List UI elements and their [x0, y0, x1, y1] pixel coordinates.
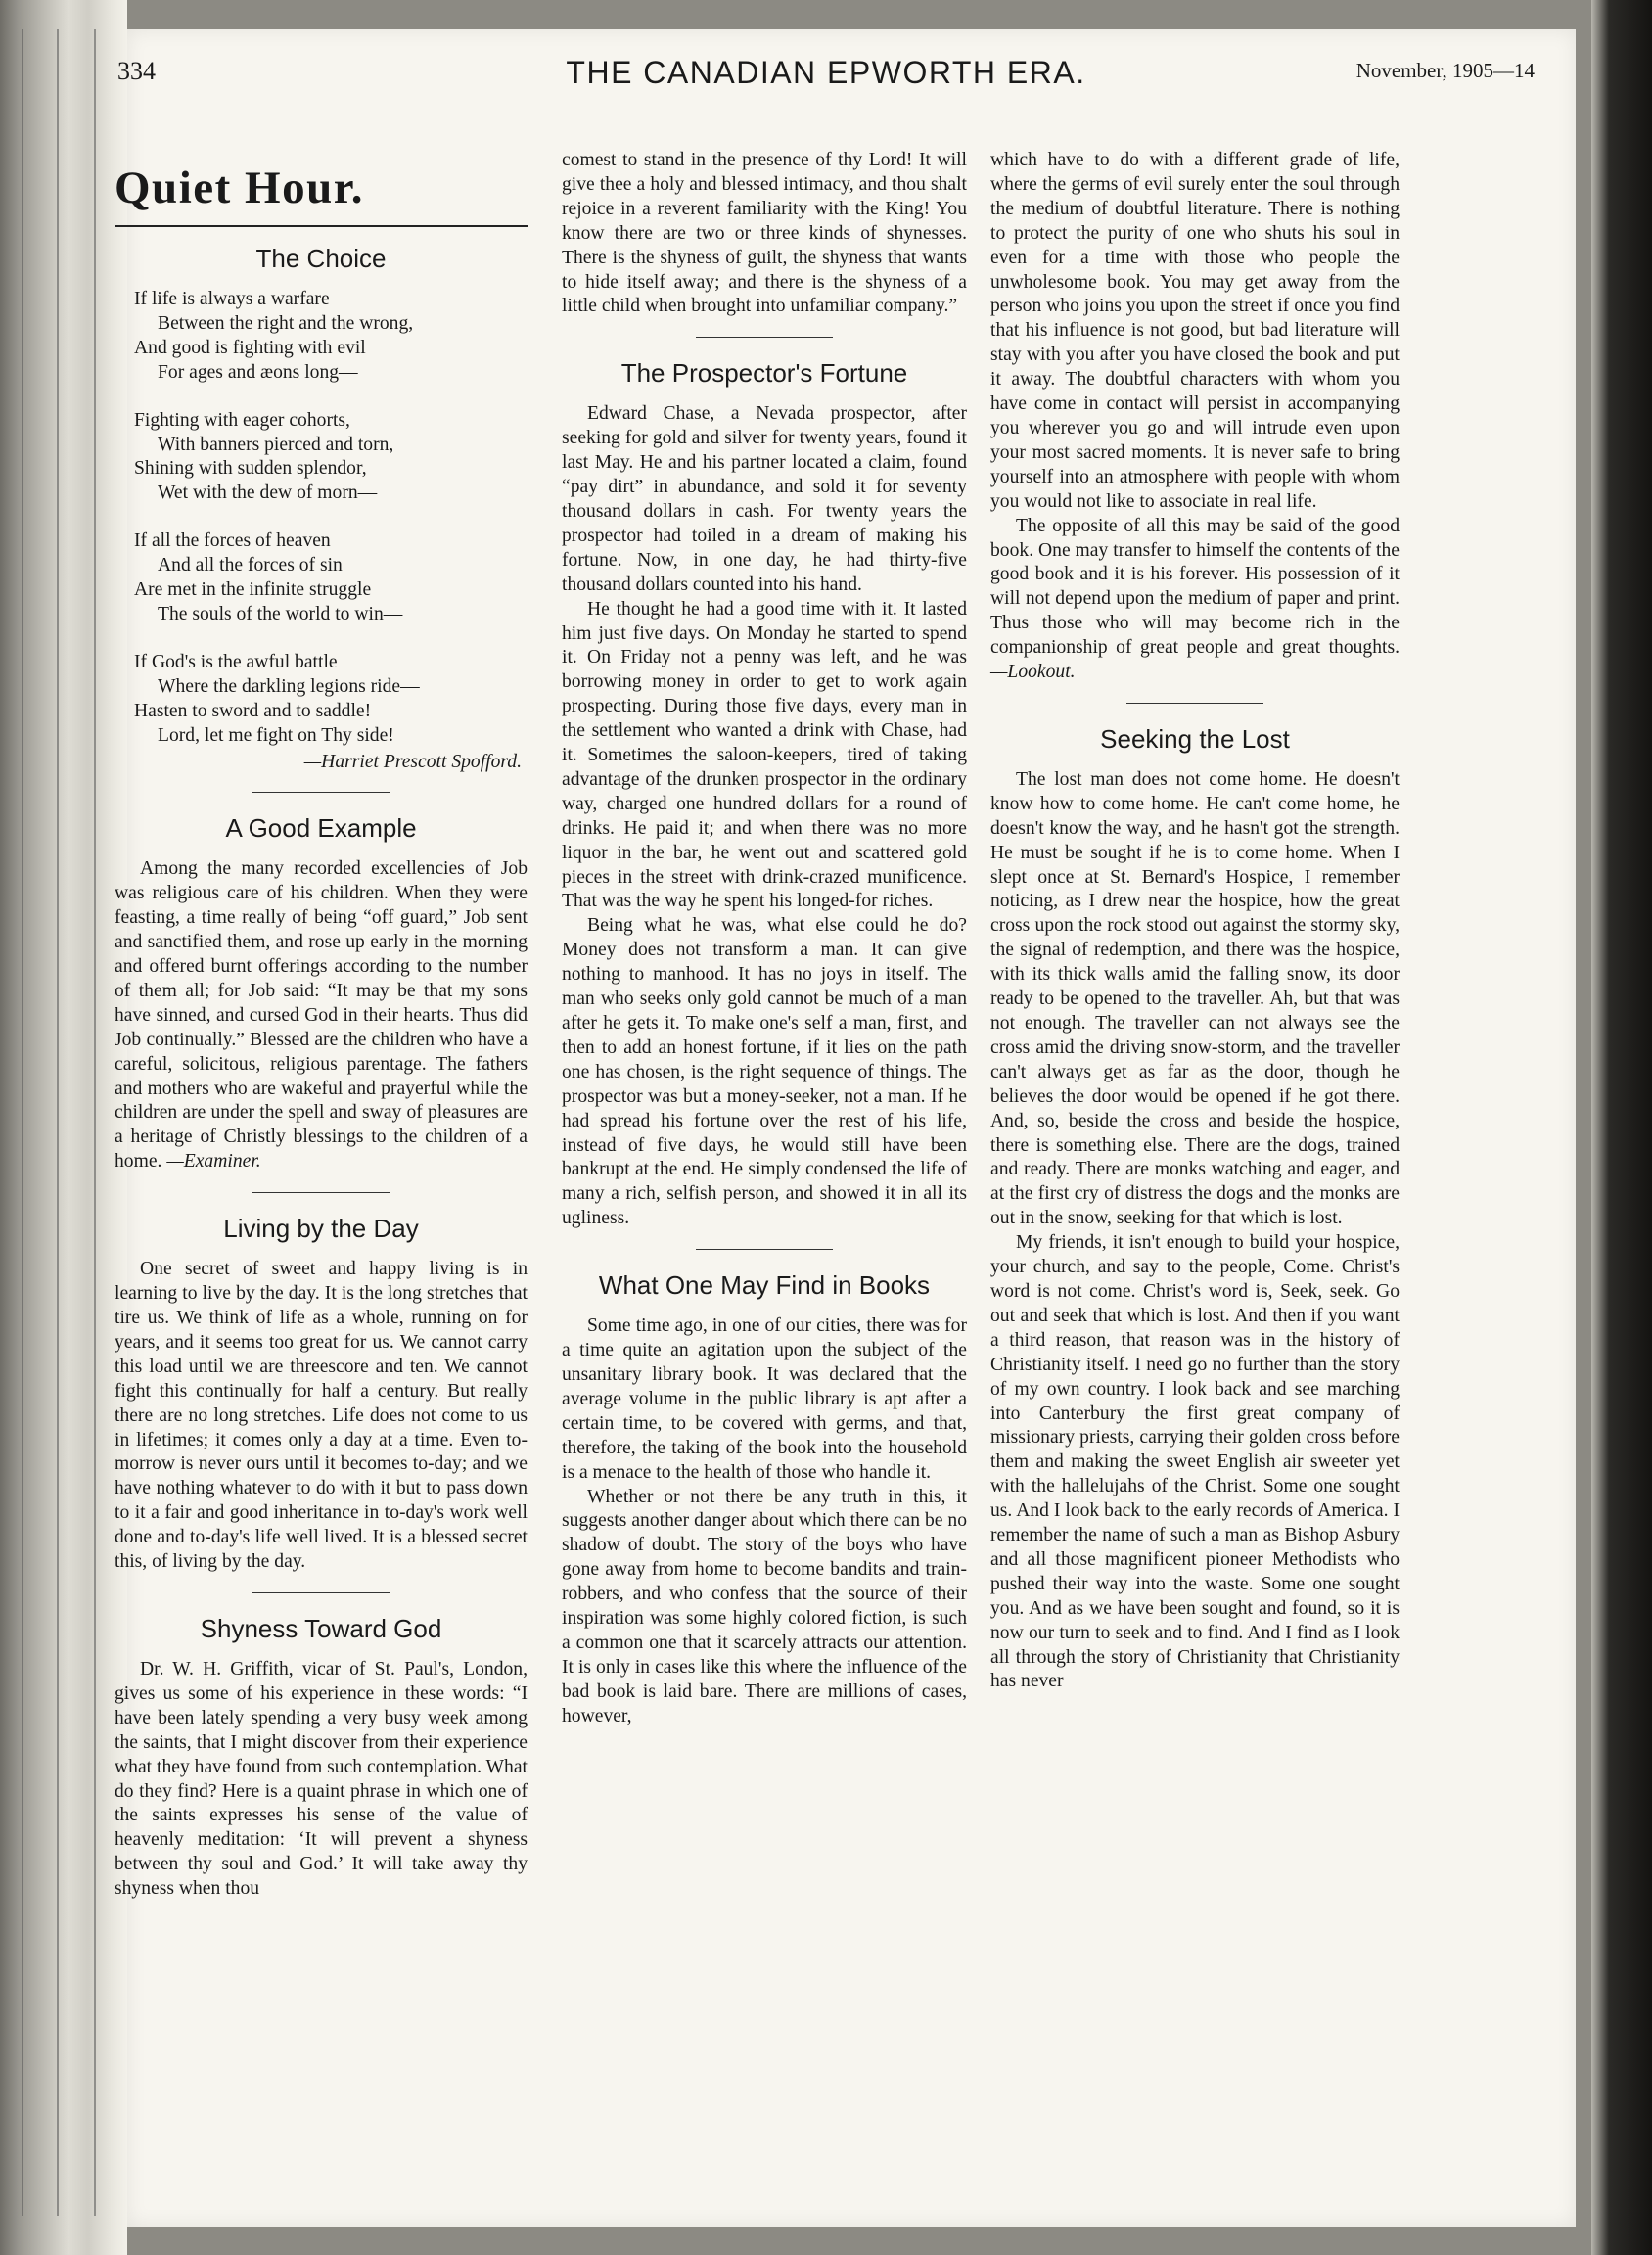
paragraph: One secret of sweet and happy living is in learning to live by the day. It is the long stretches that tire us. We think of life as a whole, running on for years, and it seems too great for us. We cannot carry this load until we are threescore and ten. We cannot fight this continually for half a century. But really there are no long stretches. Life does not come to us in lifetimes; it comes only a day at a time. Even to-morrow is never ours until it becomes to-day; and we have nothing whatever to do with it but to pass down to it a fair and good inheritance in to-day's work well done and to-day's life well lived. It is a blessed secret this, of living by the day. — [115, 1259, 528, 1573]
poem-line: And all the forces of sin — [158, 555, 343, 576]
column-3 — [990, 149, 1400, 1694]
title-rule — [115, 225, 528, 227]
section-title-the-choice: The Choice — [255, 244, 387, 273]
poem-line: Are met in the infinite struggle — [134, 579, 372, 601]
paragraph: Whether or not there be any truth in this, it suggests another danger about which there can be no shadow of doubt. The story of the boys who have gone away from home to become bandits and train-robbers, and who confess that the source of their inspiration was some highly colored fiction, is such a common one that it scarcely attracts our attention. It is only in cases like this where the influence of the bad book is laid bare. There are millions of cases, however, — [562, 1486, 967, 1726]
page-number: 334 — [117, 57, 156, 85]
poem-attribution: —Harriet Prescott Spofford. — [303, 751, 522, 772]
poem-line: Where the darkling legions ride— — [158, 675, 420, 697]
section-title-seeking: Seeking the Lost — [1100, 723, 1290, 754]
poem-line: Shining with sudden splendor, — [134, 458, 367, 480]
section-divider — [696, 337, 833, 338]
paragraph: My friends, it isn't enough to build your hospice, your church, and say to the people, Come. Christ's word is not come. Christ's word is, Seek, seek. Go out and seek that which is lost. And then if you want a third reason, that reason was in the history of Christianity itself. I need go no further than the story of my own country. I look back and see marching into Canterbury the first great company of missionary priests, carrying their golden cross before them and making the sweet English air sweeter yet with the hallelujahs of the Christ. Some one sought us. And I look back to the early records of America. I remember the name of such a man as Bishop Asbury and all those magnificent pioneer Methodists who pushed their way into the waste. Some one sought you. And as we have been sought and found, so it is now our turn to seek and to find. And I find as I look all through the story of Christianity that Christianity has never — [990, 1232, 1400, 1692]
masthead: THE CANADIAN EPWORTH ERA. — [566, 55, 1086, 90]
poem-line: Fighting with eager cohorts, — [134, 409, 350, 431]
paragraph: Edward Chase, a Nevada prospector, after seeking for gold and silver for twenty years, found it last May. He and his partner located a claim, found “pay dirt” in abundance, and sold it for seventy thousand dollars in cash. For twenty years the prospector had toiled in a dream of making his fortune. Now, in one day, he had thirty-five thousand dollars counted into his hand. — [562, 403, 967, 595]
column-1 — [115, 149, 528, 1902]
poem-line: If God's is the awful battle — [134, 651, 338, 672]
paragraph: Being what he was, what else could he do? Money does not transform a man. It can give nothing to manhood. It has no joys in itself. The man who seeks only gold cannot be much of a man after he gets it. To make one's self a man, first, and then to add an honest fortune, if it lies on the path one has chosen, is the right sequence of things. The prospector was but a money-seeker, not a man. If he had spread his fortune over the rest of his life, instead of five days, he would still have been bankrupt at the end. He simply condensed the life of many a rich, selfish person, and showed it in all its ugliness. — [562, 915, 967, 1229]
spine-edge-line — [57, 29, 59, 2216]
poem — [115, 288, 528, 774]
spine-edge-line — [22, 29, 23, 2216]
paragraph-continued: which have to do with a different grade of life, where the germs of evil surely enter the soul through the medium of doubtful literature. There is nothing to protect the purity of one who shuts his soul in even for a time with those who people the unwholesome book. You may get away from the person who joins you upon the street if once you find that his influence is not good, but bad literature will stay with you after you have closed the book and put it away. The doubtful characters with whom you have come in contact will persist in accompanying you wherever you go and will intrude even upon your most sacred moments. It is never safe to bring yourself into an atmosphere with people with whom you would not like to associate in real life. — [990, 150, 1400, 512]
section-title-living-by-day: Living by the Day — [223, 1214, 419, 1244]
section-divider — [696, 1249, 833, 1250]
poem-stanza — [134, 409, 528, 507]
poem-line: If life is always a warfare — [134, 289, 330, 309]
source-credit: —Lookout. — [990, 662, 1076, 683]
section-divider — [252, 1592, 390, 1593]
poem-line: The souls of the world to win— — [158, 603, 403, 624]
section-title-books: What One May Find in Books — [598, 1270, 931, 1301]
paragraph: The lost man does not come home. He doesn't know how to come home. He can't come home, he doesn't know the way, and he hasn't got the strength. He must be sought if he is to come home. When I slept once at St. Bernard's Hospice, I remember noticing, as I drew near the hospice, how the great cross upon the rock stood out against the stormy sky, the signal of redemption, and there was the hospice, with its thick walls amid the falling snow, its door ready to be opened to the traveller. Ah, but that was not enough. The traveller can not always see the cross amid the driving snow-storm, and the traveller can't always get as far as the door, though he believes the door would be opened if he got there. And, so, beside the cross and beside the hospice, there is something else. There are the dogs, trained and ready. There are monks watching and eager, and at the first cry of distress the dogs and the monks are out in the snow, seeking for that which is lost. — [990, 768, 1400, 1229]
poem-stanza — [134, 651, 528, 749]
book-right-edge — [1591, 0, 1652, 2255]
column-2 — [562, 149, 967, 1729]
poem-stanza — [134, 288, 528, 386]
section-divider — [252, 792, 390, 793]
section-title-shyness: Shyness Toward God — [200, 1613, 442, 1643]
poem-line: Lord, let me fight on Thy side! — [158, 724, 394, 746]
issue-date: November, 1905—14 — [1355, 59, 1535, 82]
department-title: Quiet Hour. — [115, 162, 365, 213]
section-divider — [252, 1192, 390, 1193]
poem-line: Hasten to sword and to saddle! — [134, 700, 372, 721]
poem-line: If all the forces of heaven — [134, 530, 331, 552]
paragraph: He thought he had a good time with it. It lasted him just five days. On Monday he started to spend it. On Friday not a penny was left, and he was borrowing money in order to get to work again prospecting. During those five days, every man in the settlement who wanted a drink with Chase, had it. Sometimes the saloon-keepers, tired of taking advantage of the drunken prospector in the ordinary way, charged one hundred dollars for a round of drinks. He paid it; and when there was no more liquor in the bar, he went out and scattered gold pieces in the street with drink-crazed munificence. That was the way he spent his longed-for riches. — [562, 598, 967, 912]
running-header — [117, 57, 1535, 96]
paragraph-continued: comest to stand in the presence of thy Lord! It will give thee a holy and blessed intimacy, and thou shalt rejoice in a reverent familiarity with the King! You know there are two or three kinds of shynesses. There is the shyness of guilt, the shyness that wants to hide itself away; and there is the shyness of a little child when brought into unfamiliar company.” — [562, 150, 967, 317]
paragraph: Among the many recorded excellencies of Job was religious care of his children. When they were feasting, a time really of being “off guard,” Job sent and sanctified them, and rose up early in the morning and offered burnt offerings according to the number of them all; for Job said: “It may be that my sons have sinned, and cursed God in their hearts. Thus did Job continually.” Blessed are the children who have a careful, solicitous, religious parentage. The fathers and mothers who are wakeful and prayerful while the children are under the spell and sway of pleasures are a heritage of Christly blessings to the children of a home. —Examiner. — [115, 858, 528, 1173]
paragraph: Some time ago, in one of our cities, there was for a time quite an agitation upon the subject of the unsanitary library book. It was declared that the average volume in the public library is apt after a certain time, to be covered with germs, and that, therefore, the taking of the book into the household is a menace to the health of those who handle it. — [562, 1315, 967, 1483]
poem-line: With banners pierced and torn, — [158, 434, 394, 455]
paragraph: Dr. W. H. Griffith, vicar of St. Paul's, London, gives us some of his experience in these words: “I have been lately spending a very busy week among the saints, that I might discover from their experience what they have found from such contemplation. What do they find? Here is a quaint phrase in which one of the saints expresses his sense of the value of heavenly meditation: ‘It will prevent a shyness between thy soul and God.’ It will take away thy shyness when thou — [115, 1658, 528, 1900]
poem-line: For ages and æons long— — [158, 361, 358, 383]
paragraph: The opposite of all this may be said of the good book. One may transfer to himself the contents of the good book and it is his forever. His possession of it will not depend upon the medium of paper and print. Thus those who will may become rich in the companionship of great people and great thoughts. —Lookout. — [990, 515, 1400, 683]
poem-line: Between the right and the wrong, — [158, 312, 414, 334]
source-credit: —Examiner. — [166, 1151, 261, 1173]
section-divider — [1126, 703, 1263, 704]
section-title-good-example: A Good Example — [225, 813, 417, 844]
poem-line: And good is fighting with evil — [134, 337, 366, 358]
section-title-prospector: The Prospector's Fortune — [620, 358, 908, 389]
poem-stanza — [134, 529, 528, 627]
spine-edge-line — [94, 29, 96, 2216]
book-spine — [0, 0, 127, 2255]
poem-line: Wet with the dew of morn— — [158, 483, 378, 504]
